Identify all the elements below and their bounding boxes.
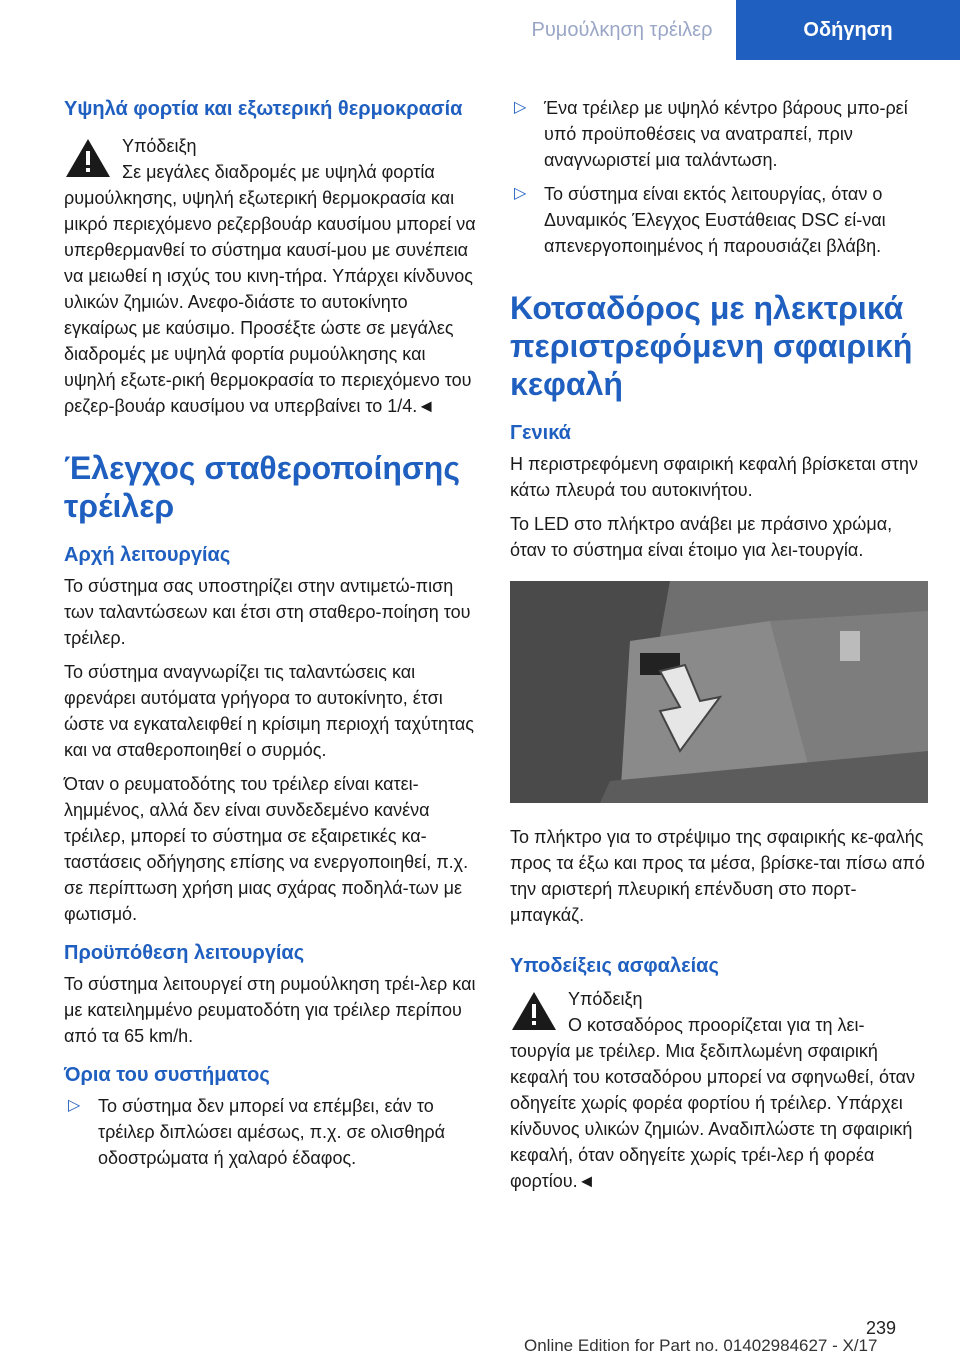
heading-safety: Υποδείξεις ασφαλείας <box>510 955 719 977</box>
paragraph: Το πλήκτρο για το στρέψιμο της σφαιρικής κε-φαλής προς τα έξω και προς τα μέσα, βρίσκε-ται πίσω από την αριστερή πλευρική επένδυση στο πορτ-μπαγκάζ. <box>510 827 925 925</box>
paragraph: Το σύστημα λειτουργεί στη ρυμούλκηση τρέι-λερ και με κατειλημμένο ρευματοδότη για τρέιλερ περίπου από τα 65 km/h. <box>64 974 476 1046</box>
paragraph: Όταν ο ρευματοδότης του τρέιλερ είναι κατει-λημμένος, αλλά δεν είναι συνδεδεμένο κανένα τρέιλερ, μπορεί το σύστημα σε εξαιρετικές κα-ταστάσεις οδήγησης επίσης να ενεργοποιηθεί, π.χ. σε περίπτωση χρήση μιας σχάρας ποδηλά-των με φωτισμό. <box>64 774 469 924</box>
warning-box <box>64 133 476 185</box>
triangle-right-icon: ▷ <box>514 99 527 116</box>
warning-box <box>510 986 928 1038</box>
left-column <box>64 95 476 1179</box>
list-item <box>64 1093 476 1171</box>
tab-chapter[interactable]: Οδήγηση <box>736 0 960 60</box>
warning-text: τουργία με τρέιλερ. Μια ξεδιπλωμένη σφαιρική κεφαλή του κοτσαδόρου μπορεί να σφηνωθεί, όταν οδηγείτε χωρίς φορέα φορτίου ή τρέιλερ. Υπάρχει κίνδυνος υλικών ζημιών. Αναδιπλώστε τη σφαιρική κεφαλή, όταν οδηγείτε χωρίς τρέι-λερ ή φορέα φορτίου.◄ <box>510 1041 915 1191</box>
list-item-text: Ένα τρέιλερ με υψηλό κέντρο βάρους μπο-ρεί υπό προϋποθέσεις να ανατραπεί, πριν αναγνωριστεί μια ταλάντωση. <box>544 98 908 170</box>
title-stabilization: Έλεγχος σταθεροποίησης τρέιλερ <box>64 450 460 524</box>
heading-general: Γενικά <box>510 422 571 444</box>
limits-list-continued <box>510 95 928 259</box>
list-item-text: Το σύστημα είναι εκτός λειτουργίας, όταν ο Δυναμικός Έλεγχος Ευστάθειας DSC εί-ναι απενεργοποιημένος ή παρουσιάζει βλάβη. <box>544 184 886 256</box>
tab-section[interactable]: Ρυμούλκηση τρέιλερ <box>508 0 736 60</box>
paragraph: Το LED στο πλήκτρο ανάβει με πράσινο χρώμα, όταν το σύστημα είναι έτοιμο για λει-τουργία. <box>510 514 893 560</box>
list-item-text: Το σύστημα δεν μπορεί να επέμβει, εάν το τρέιλερ διπλώσει αμέσως, π.χ. σε ολισθηρά οδοστρώματα ή χαλαρό έδαφος. <box>98 1096 446 1168</box>
triangle-right-icon: ▷ <box>514 185 527 202</box>
warning-label: Υπόδειξη <box>568 989 643 1009</box>
heading-precondition: Προϋπόθεση λειτουργίας <box>64 942 305 964</box>
warning-first-line: Ο κοτσαδόρος προορίζεται για τη λει- <box>568 1015 865 1035</box>
triangle-right-icon: ▷ <box>68 1097 81 1114</box>
heading-high-load: Υψηλά φορτία και εξωτερική θερμοκρασία <box>64 98 463 120</box>
warning-triangle-icon <box>64 137 112 179</box>
heading-limits: Όρια του συστήματος <box>64 1064 270 1086</box>
warning-triangle-icon <box>510 990 558 1032</box>
page-number: 239 <box>866 1318 897 1338</box>
right-column <box>510 95 928 1202</box>
paragraph: Το σύστημα σας υποστηρίζει στην αντιμετώ-πιση των ταλαντώσεων και έτσι στη σταθερο-ποίηση του τρέιλερ. <box>64 576 471 648</box>
footer-edition: Online Edition for Part no. 01402984627 - X/17 <box>524 1336 878 1355</box>
limits-list <box>64 1093 476 1171</box>
list-item <box>510 181 928 259</box>
trunk-photo <box>510 581 928 803</box>
heading-principle: Αρχή λειτουργίας <box>64 544 231 566</box>
paragraph: Η περιστρεφόμενη σφαιρική κεφαλή βρίσκεται στην κάτω πλευρά του αυτοκινήτου. <box>510 454 919 500</box>
warning-first-line: Σε μεγάλες διαδρομές με υψηλά φορτία <box>122 162 435 182</box>
paragraph: Το σύστημα αναγνωρίζει τις ταλαντώσεις και φρενάρει αυτόματα γρήγορα το αυτοκίνητο, έτσι ώστε να εγκαταλειφθεί η κρίσιμη περιοχή ταχύτητας και να σταθεροποιηθεί ο συρμός. <box>64 662 474 760</box>
title-hitch: Κοτσαδόρος με ηλεκτρικά περιστρεφόμενη σφαιρική κεφαλή <box>510 290 913 402</box>
list-item <box>510 95 928 173</box>
warning-text: ρυμούλκησης, υψηλή εξωτερική θερμοκρασία και μικρό περιεχόμενο ρεζερβουάρ καυσίμου μπορεί να υπερθερμανθεί το σύστημα καυσί-μου με συνέπεια να μειωθεί η ισχύς του κινη-τήρα. Υπάρχει κίνδυνος υλικών ζημιών. Ανεφο-διάστε το αυτοκίνητο εγκαίρως με καύσιμο. Προσέξτε ώστε σε μεγάλες διαδρομές με υψηλά φορτία ρυμούλκησης και υψηλή εξωτε-ρική θερμοκρασία το περιεχόμενο του ρεζερ-βουάρ καυσίμου να υπερβαίνει το 1/4.◄ <box>64 188 476 416</box>
warning-label: Υπόδειξη <box>122 136 197 156</box>
